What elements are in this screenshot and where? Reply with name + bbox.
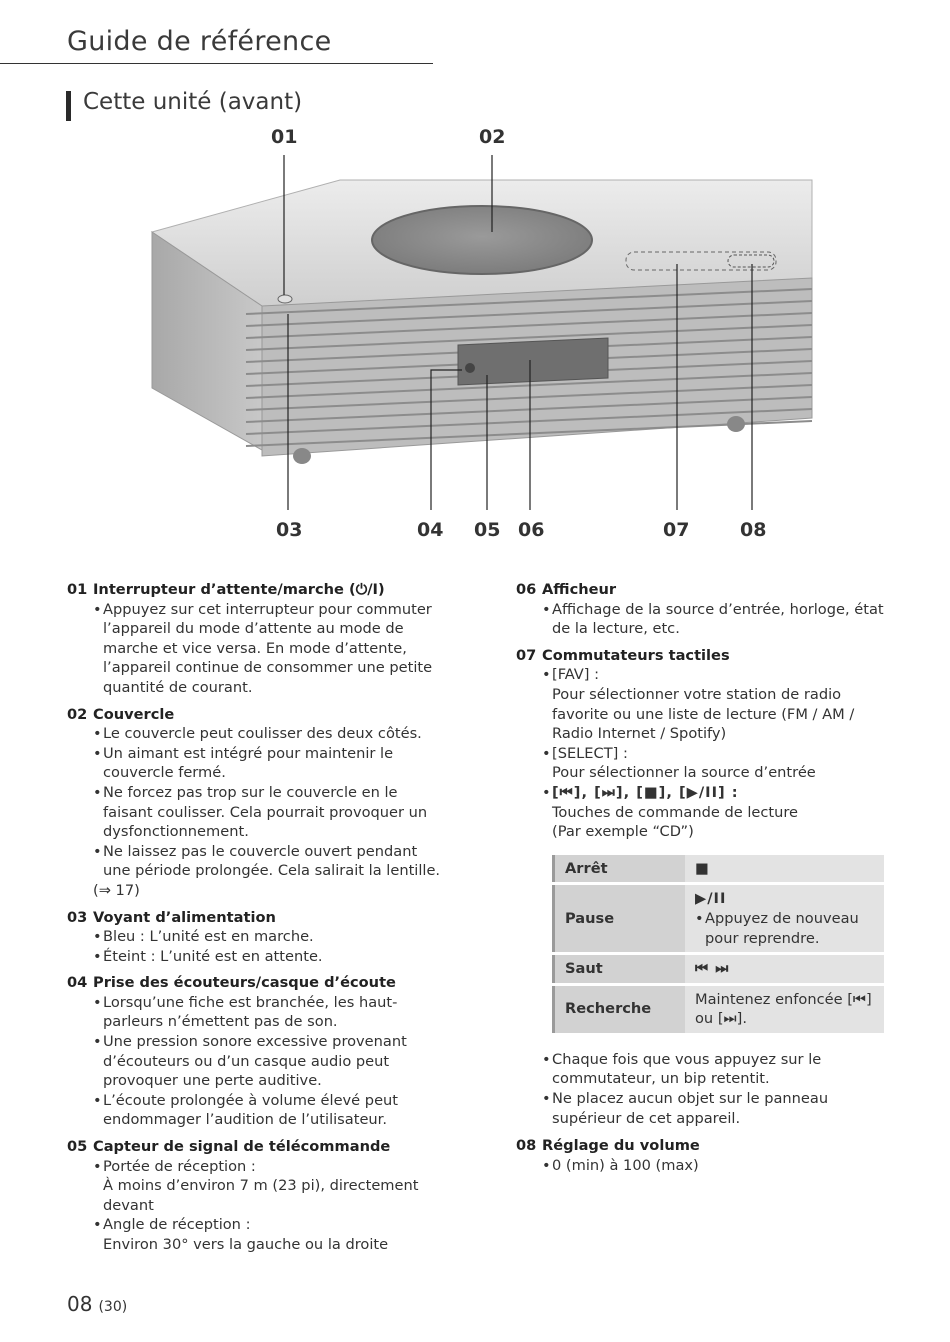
bullet-key: [⏮], [⏭], [■], [▶/II] : (552, 783, 739, 801)
bullet: • 0 (min) à 100 (max) (542, 1156, 896, 1176)
lid-disk (372, 206, 592, 274)
playback-control-table (552, 852, 884, 1036)
bullet: • Affichage de la source d’entrée, horloge, état de la lecture, etc. (542, 600, 896, 639)
bullet-key: Portée de réception : (103, 1157, 256, 1175)
item-number: 03 (67, 908, 88, 926)
item-number: 06 (516, 581, 537, 598)
power-button (278, 295, 292, 303)
item-number: 05 (67, 1138, 88, 1156)
item-number: 04 (67, 974, 88, 992)
item-04 (67, 973, 447, 1130)
foot-right (727, 416, 745, 432)
item-title: Voyant d’alimentation (93, 908, 276, 926)
left-column (67, 580, 447, 1262)
item-08 (516, 1136, 896, 1175)
bullet-text: Touches de commande de lecture (552, 803, 799, 821)
bullet: • Un aimant est intégré pour maintenir le couvercle fermé. (93, 744, 447, 783)
item-number: 08 (516, 1137, 537, 1155)
bullet-text: (Par exemple “CD”) (552, 823, 694, 841)
bullet-text: Pour sélectionner la source d’entrée (552, 764, 816, 782)
bullet: • Bleu : L’unité est en marche. (93, 927, 447, 947)
item-title: Réglage du volume (542, 1137, 700, 1155)
callout-08: 08 (740, 519, 767, 541)
table-value (685, 855, 884, 883)
item-title: Couvercle (93, 705, 175, 723)
item-01 (67, 580, 447, 698)
bullet-key: Angle de réception : (103, 1216, 251, 1234)
item-02 (67, 705, 447, 901)
item-07 (516, 646, 896, 1128)
pause-symbol: ▶/II (695, 890, 727, 908)
foot-left (293, 448, 311, 464)
callout-07: 07 (663, 519, 690, 541)
bullet (542, 783, 896, 842)
right-column (516, 580, 896, 1182)
item-title: Prise des écouteurs/casque d’écoute (93, 974, 396, 992)
bullet (93, 1157, 447, 1216)
bullet: • Appuyez sur cet interrupteur pour commuter l’appareil du mode d’attente au mode de marche et vice versa. En mode d’attente, l’appareil continue de consommer une petite quantité de courant. (93, 600, 447, 698)
display-window (458, 338, 608, 385)
table-row (552, 955, 884, 983)
bullet: • Chaque fois que vous appuyez sur le commutateur, un bip retentit. (542, 1050, 896, 1089)
table-value (685, 955, 884, 983)
page-sub-number: (30) (98, 1299, 128, 1315)
table-key: Arrêt (552, 855, 685, 883)
table-note: • Appuyez de nouveau pour reprendre. (695, 909, 859, 947)
remote-sensor (465, 363, 475, 373)
bullet: • Ne laissez pas le couvercle ouvert pendant une période prolongée. Cela salirait la lentille. (93, 842, 447, 881)
stop-symbol: ■ (695, 859, 710, 877)
item-05 (67, 1137, 447, 1255)
table-key: Pause (552, 885, 685, 952)
table-key: Recherche (552, 986, 685, 1033)
bullet-text: Environ 30° vers la gauche ou la droite (103, 1236, 389, 1253)
item-number: 02 (67, 705, 88, 723)
bullet (542, 665, 896, 743)
callout-04: 04 (417, 519, 444, 541)
bullet (542, 744, 896, 783)
item-06 (516, 580, 896, 639)
callout-05: 05 (474, 519, 501, 541)
bullet-text: Pour sélectionner votre station de radio favorite ou une liste de lecture (FM / AM / Radio Internet / Spotify) (552, 685, 855, 743)
section-title: Cette unité (avant) (83, 89, 303, 115)
table-row (552, 855, 884, 883)
bullet: • Éteint : L’unité est en attente. (93, 947, 447, 967)
item-03 (67, 908, 447, 967)
bullet: • Ne forcez pas trop sur le couvercle en le faisant coulisser. Cela pourrait provoquer un dysfonctionnement. (93, 783, 447, 842)
page-number: 08 (30) (67, 1292, 128, 1316)
skip-symbol: ⏮ ⏭ (695, 960, 730, 978)
device-illustration (0, 0, 950, 560)
header-title: Guide de référence (67, 26, 332, 57)
bullet (93, 1215, 447, 1254)
item-title: Commutateurs tactiles (542, 646, 730, 664)
table-value: Maintenez enfoncée [⏮] ou [⏭]. (685, 986, 884, 1033)
page-reference: (⇒ 17) (93, 881, 140, 899)
bullet-key: [SELECT] : (552, 744, 628, 762)
item-title: Afficheur (542, 581, 617, 598)
callout-06: 06 (518, 519, 545, 541)
item-number: 01 (67, 581, 88, 598)
table-row (552, 986, 884, 1033)
callout-02: 02 (479, 126, 506, 148)
item-title: Capteur de signal de télécommande (93, 1138, 391, 1156)
bullet-text: À moins d’environ 7 m (23 pi), directement devant (103, 1177, 419, 1214)
table-value (685, 885, 884, 952)
table-row (552, 885, 884, 952)
item-number: 07 (516, 646, 537, 664)
bullet-key: [FAV] : (552, 666, 600, 684)
bullet: • L’écoute prolongée à volume élevé peut endommager l’audition de l’utilisateur. (93, 1091, 447, 1130)
callout-03: 03 (276, 519, 303, 541)
bullet: • Lorsqu’une fiche est branchée, les haut-parleurs n’émettent pas de son. (93, 993, 447, 1032)
bullet: • Le couvercle peut coulisser des deux côtés. (93, 724, 447, 744)
item-title: Interrupteur d’attente/marche (⏻/I) (93, 581, 385, 598)
bullet: • Ne placez aucun objet sur le panneau supérieur de cet appareil. (542, 1089, 896, 1128)
table-key: Saut (552, 955, 685, 983)
callout-01: 01 (271, 126, 298, 148)
bullet: • Une pression sonore excessive provenant d’écouteurs ou d’un casque audio peut provoquer une perte auditive. (93, 1032, 447, 1091)
